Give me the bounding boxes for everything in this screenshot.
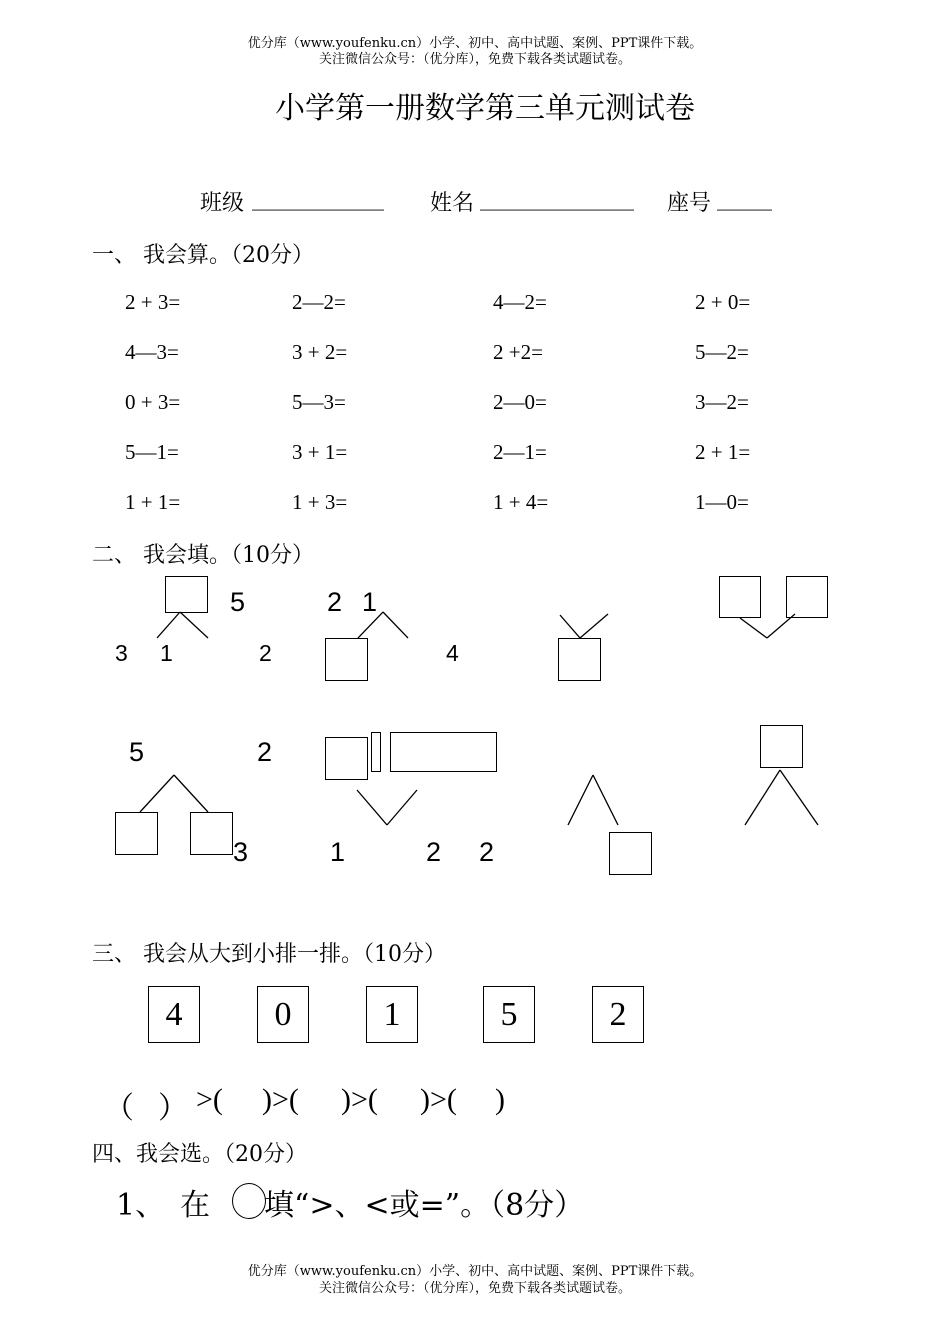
question-text-pre: 在 bbox=[180, 1188, 210, 1223]
bond-number: 2 bbox=[426, 837, 442, 867]
order-gt: )>( bbox=[341, 1083, 378, 1116]
equation: 5—1= bbox=[125, 440, 179, 464]
answer-box[interactable] bbox=[325, 638, 368, 681]
sort-number-box: 5 bbox=[483, 986, 535, 1043]
question-number: 1、 bbox=[116, 1188, 166, 1223]
section-4-title: 四、我会选。（20分） bbox=[92, 1142, 307, 1167]
answer-box[interactable] bbox=[760, 725, 803, 768]
class-blank[interactable]: ____________ bbox=[252, 186, 384, 211]
bond-number: 2 bbox=[479, 837, 495, 867]
equation: 2 + 3= bbox=[125, 290, 181, 314]
equation: 2—0= bbox=[493, 390, 547, 414]
bond-number: 2 bbox=[257, 737, 273, 767]
sort-number-box: 1 bbox=[366, 986, 418, 1043]
equation: 3 + 2= bbox=[292, 340, 348, 364]
equation: 5—3= bbox=[292, 390, 346, 414]
answer-box[interactable] bbox=[165, 576, 208, 613]
name-label: 姓名 bbox=[430, 191, 475, 216]
equation: 2 + 0= bbox=[695, 290, 751, 314]
order-paren-end: ) bbox=[495, 1083, 505, 1116]
equation: 5—2= bbox=[695, 340, 749, 364]
order-paren-close: ） bbox=[158, 1092, 188, 1125]
answer-box[interactable] bbox=[719, 576, 761, 618]
header-line-1: 优分库（www.youfenku.cn）小学、初中、高中试题、案例、PPT课件下载。 bbox=[247, 36, 703, 51]
section-2-title: 二、 我会填。（10分） bbox=[92, 543, 314, 568]
answer-box[interactable] bbox=[115, 812, 158, 855]
sort-number-box: 4 bbox=[148, 986, 200, 1043]
bond-number: 2 bbox=[327, 587, 343, 617]
class-label: 班级 bbox=[200, 191, 245, 216]
answer-box[interactable] bbox=[325, 737, 368, 780]
header-line-2: 关注微信公众号：（优分库），免费下载各类试题试卷。 bbox=[318, 52, 631, 67]
equation: 1 + 1= bbox=[125, 490, 181, 514]
footer-line-1: 优分库（www.youfenku.cn）小学、初中、高中试题、案例、PPT课件下载。 bbox=[247, 1264, 703, 1279]
equation: 2—1= bbox=[493, 440, 547, 464]
bond-number: 1 bbox=[362, 587, 378, 617]
bond-number: 5 bbox=[230, 587, 246, 617]
equation: 2—2= bbox=[292, 290, 346, 314]
equation: 4—2= bbox=[493, 290, 547, 314]
name-blank[interactable]: ______________ bbox=[480, 186, 634, 211]
equation: 3—2= bbox=[695, 390, 749, 414]
answer-box[interactable] bbox=[390, 732, 497, 772]
seat-label: 座号 bbox=[667, 191, 712, 216]
order-gt: )>( bbox=[420, 1083, 457, 1116]
order-gt: >( bbox=[196, 1083, 223, 1116]
bond-number: 3 bbox=[115, 640, 128, 666]
seat-blank[interactable]: _____ bbox=[717, 186, 772, 211]
section-1-title: 一、 我会算。（20分） bbox=[92, 243, 314, 268]
footer-line-2: 关注微信公众号：（优分库），免费下载各类试题试卷。 bbox=[318, 1281, 631, 1296]
answer-box[interactable] bbox=[190, 812, 233, 855]
page-title: 小学第一册数学第三单元测试卷 bbox=[275, 91, 695, 126]
question-text-post: 填“>、<或=”。（8分） bbox=[264, 1188, 585, 1223]
bond-number: 2 bbox=[259, 640, 272, 666]
sort-number-box: 2 bbox=[592, 986, 644, 1043]
order-gt: )>( bbox=[262, 1083, 299, 1116]
sort-number-box: 0 bbox=[257, 986, 309, 1043]
equation: 0 + 3= bbox=[125, 390, 181, 414]
bond-number: 1 bbox=[330, 837, 346, 867]
equation: 3 + 1= bbox=[292, 440, 348, 464]
circle-icon bbox=[232, 1183, 266, 1219]
answer-box[interactable] bbox=[558, 638, 601, 681]
equation: 1 + 3= bbox=[292, 490, 348, 514]
answer-box[interactable] bbox=[786, 576, 828, 618]
bond-number: 5 bbox=[129, 737, 145, 767]
section-3-title: 三、 我会从大到小排一排。（10分） bbox=[92, 942, 446, 967]
answer-box[interactable] bbox=[371, 732, 381, 772]
order-paren-open: （ bbox=[104, 1092, 134, 1125]
bond-number: 4 bbox=[446, 640, 459, 666]
bond-number: 1 bbox=[160, 640, 173, 666]
equation: 2 + 1= bbox=[695, 440, 751, 464]
equation: 1—0= bbox=[695, 490, 749, 514]
equation: 4—3= bbox=[125, 340, 179, 364]
equation: 1 + 4= bbox=[493, 490, 549, 514]
bond-number: 3 bbox=[233, 837, 249, 867]
equation: 2 +2= bbox=[493, 340, 543, 364]
answer-box[interactable] bbox=[609, 832, 652, 875]
